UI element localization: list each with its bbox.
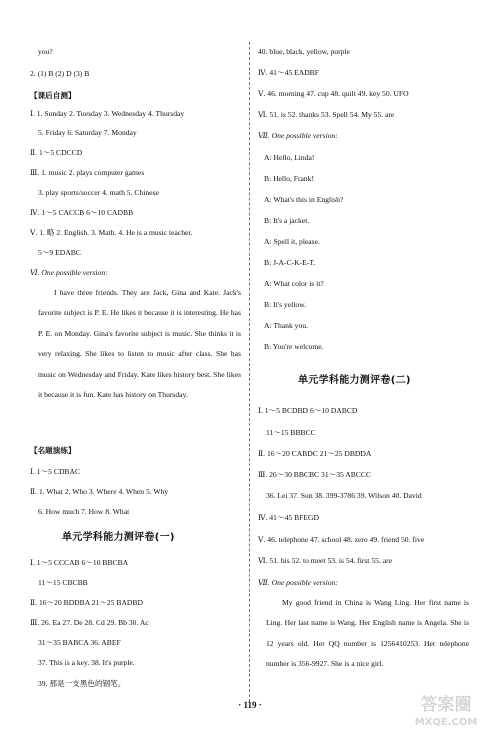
answer-line: Ⅰ. 1～5 BCDBD 6～10 DABCD bbox=[258, 406, 358, 415]
answer-line: Ⅱ. 16～20 BDDBA 21～25 BADBD bbox=[30, 598, 143, 607]
section-heading: 【名题演练】 bbox=[30, 446, 76, 455]
dialogue-line: B: Hello, Frank! bbox=[264, 174, 314, 183]
answer-line: 2. (1) B (2) D (3) B bbox=[30, 69, 90, 78]
dialogue-line: B: It's yellow. bbox=[264, 300, 307, 309]
dialogue-line: A: What's this in English? bbox=[264, 195, 344, 204]
answer-line: Ⅲ. 26. Ea 27. De 28. Cd 29. Bb 30. Ac bbox=[30, 618, 149, 627]
answer-line: Ⅵ. One possible version: bbox=[30, 268, 108, 277]
answer-line: Ⅰ. 1. Sunday 2. Tuesday 3. Wednesday 4. Thursday bbox=[30, 109, 185, 118]
answer-line: Ⅰ. 1～5 CDBAC bbox=[30, 467, 81, 476]
answer-line: 31～35 BABCA 36. ABEF bbox=[38, 638, 121, 647]
answer-line: 11～15 CBCBB bbox=[38, 578, 88, 587]
answer-line: you? bbox=[38, 47, 53, 56]
answer-line: 6. How much 7. How 8. What bbox=[38, 507, 130, 516]
answer-line: 40. blue, black, yellow, purple bbox=[258, 47, 350, 56]
answer-line: Ⅱ. 1. What 2. Who 3. Where 4. When 5. Why bbox=[30, 487, 169, 496]
answer-line: Ⅳ. 1～5 CACCB 6～10 CADBB bbox=[30, 208, 134, 217]
section-title: 单元学科能力测评卷(一) bbox=[62, 532, 175, 543]
answer-line: Ⅱ. 16～20 CABDC 21～25 DBDDA bbox=[258, 449, 372, 458]
answer-line: 5～9 EDABC bbox=[38, 248, 81, 257]
answer-line: Ⅲ. 26～30 BBCBC 31～35 ABCCC bbox=[258, 470, 372, 479]
dialogue-line: B: J-A-C-K-E-T. bbox=[264, 258, 316, 267]
dialogue-line: A: Thank you. bbox=[264, 321, 308, 330]
watermark-line2: MXQE.COM bbox=[414, 717, 478, 728]
column-divider bbox=[249, 42, 250, 702]
section-heading: 【课后自测】 bbox=[30, 91, 76, 100]
answer-line: Ⅱ. 1～5 CDCCD bbox=[30, 148, 83, 157]
answer-line: Ⅲ. 1. music 2. plays computer games bbox=[30, 168, 145, 177]
answer-line: Ⅴ. 46. morning 47. cup 48. quilt 49. key 50. UFO bbox=[258, 89, 409, 98]
answer-line: Ⅵ. 51. his 52. to meet 53. is 54. first 55. are bbox=[258, 556, 392, 565]
dialogue-line: B: You're welcome. bbox=[264, 342, 324, 351]
answer-line: 39. 那是一支黑色的钢笔。 bbox=[38, 679, 126, 688]
answer-line: Ⅴ. 1. 略 2. English. 3. Math. 4. He is a music teacher. bbox=[30, 228, 193, 237]
answer-line: Ⅳ. 41～45 BFEGD bbox=[258, 513, 319, 522]
sample-essay: I have three friends. They are Jack, Gina and Kate. Jack's favorite subject is P. E. He likes it because it is interesting. He has P. E. on Monday. Gina's favorite subject is music. She thinks it is very relaxing. She likes to listen to music after class. She has music on Wednesday and Friday. Kate likes history best. She likes it because it is fun. Kate has history on Thursday. bbox=[38, 288, 241, 400]
answer-line: 5. Friday 6. Saturday 7. Monday bbox=[38, 128, 137, 137]
answer-line: 3. play sports/soccer 4. math 5. Chinese bbox=[38, 188, 159, 197]
answer-line: Ⅶ. One possible version: bbox=[258, 131, 338, 140]
answer-line: Ⅶ. One possible version: bbox=[258, 578, 338, 587]
dialogue-line: B: It's a jacket. bbox=[264, 216, 310, 225]
section-title: 单元学科能力测评卷(二) bbox=[298, 375, 411, 386]
answer-line: Ⅳ. 41～45 EADBF bbox=[258, 68, 319, 77]
answer-line: 36. Lei 37. Sun 38. 399-3786 39. Wilson 40. David bbox=[266, 491, 422, 500]
answer-line: Ⅵ. 51. is 52. thanks 53. Spell 54. My 55. are bbox=[258, 110, 395, 119]
answer-line: 37. This is a key. 38. It's purple. bbox=[38, 658, 135, 667]
answer-line: 11～15 BBBCC bbox=[266, 428, 316, 437]
answer-line: Ⅰ. 1～5 CCCAB 6～10 BBCBA bbox=[30, 558, 129, 567]
dialogue-line: A: Hello, Linda! bbox=[264, 153, 315, 162]
watermark-logo bbox=[396, 690, 496, 730]
watermark-line1: 答案圈 bbox=[420, 695, 472, 715]
dialogue-line: A: Spell it, please. bbox=[264, 237, 320, 246]
sample-essay: My good friend in China is Wang Ling. Her first name is Ling. Her last name is Wang. Her English name is Angela. She is 12 years old. Her QQ number is 1256410253. Her telephone number is 356-9927. She is a nice girl. bbox=[266, 598, 469, 669]
page-number: · 119 · bbox=[238, 700, 262, 710]
answer-line: Ⅴ. 46. telephone 47. school 48. zero 49. friend 50. five bbox=[258, 535, 425, 544]
dialogue-line: A: What color is it? bbox=[264, 279, 324, 288]
